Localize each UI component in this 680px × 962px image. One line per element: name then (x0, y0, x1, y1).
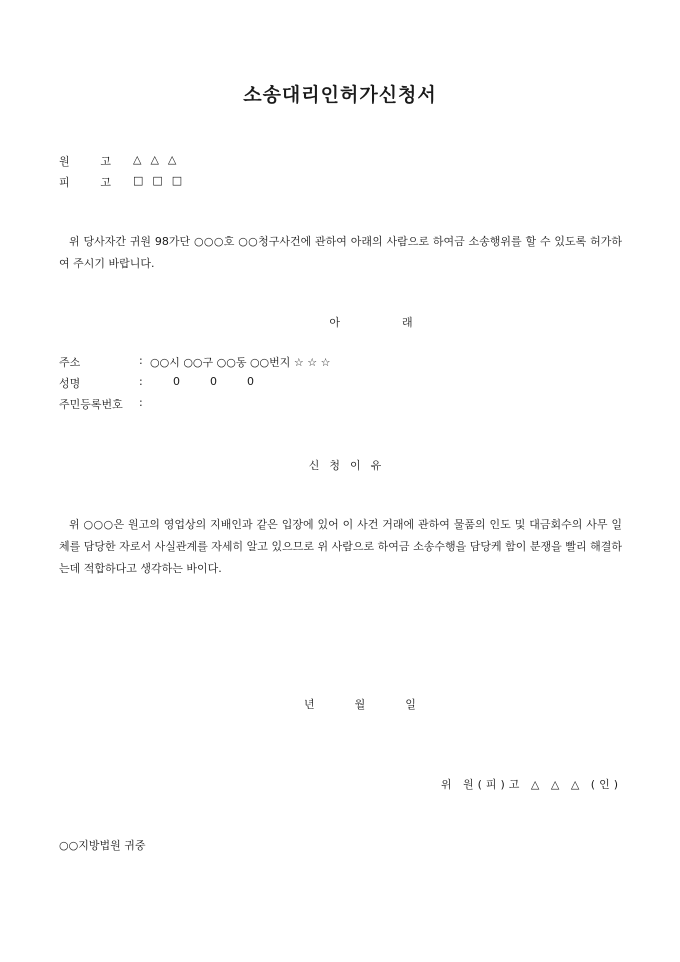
document-title: 소송대리인허가신청서 (243, 84, 437, 106)
plaintiff-label: 원 고 (59, 155, 111, 168)
below-heading: 아래 (329, 316, 475, 329)
reason-heading: 신청이유 (308, 459, 392, 472)
plaintiff-value: △△△ (133, 153, 186, 166)
name-separator: : (139, 375, 143, 388)
request-paragraph: 위 당사자간 귀원 98가단 ○○○호 ○○청구사건에 관하여 아래의 사람으로 하여금 소송행위를 할 수 있도록 허가하여 주시기 바랍니다. (59, 235, 622, 270)
reason-paragraph: 위 ○○○은 원고의 영업상의 지배인과 같은 입장에 있어 이 사건 거래에 관하여 물품의 인도 및 대금회수의 사무 일체를 담당한 자로서 사실관계를 자세히 알고 있으므로 위 사람으로 하여금 소송수행을 담당케 함이 분쟁을 빨리 해결하는데 적합하다고 생각하는 바이다. (59, 518, 622, 575)
address-label: 주소 (59, 356, 81, 369)
defendant-label: 피 고 (59, 176, 111, 189)
date-line: 년월일 (304, 698, 456, 711)
name-label: 성명 (59, 377, 81, 390)
id-number-label: 주민등록번호 (59, 398, 123, 411)
name-value: 000 (173, 375, 284, 388)
signature-line: 위 원(피)고 △ △ △ (인) (440, 778, 622, 791)
id-number-separator: : (139, 396, 143, 409)
address-value: ○○시 ○○구 ○○동 ○○번지 ☆ ☆ ☆ (150, 356, 331, 369)
address-separator: : (139, 354, 143, 367)
defendant-value: □□□ (133, 174, 192, 187)
court-addressee: ○○지방법원 귀중 (59, 839, 146, 852)
